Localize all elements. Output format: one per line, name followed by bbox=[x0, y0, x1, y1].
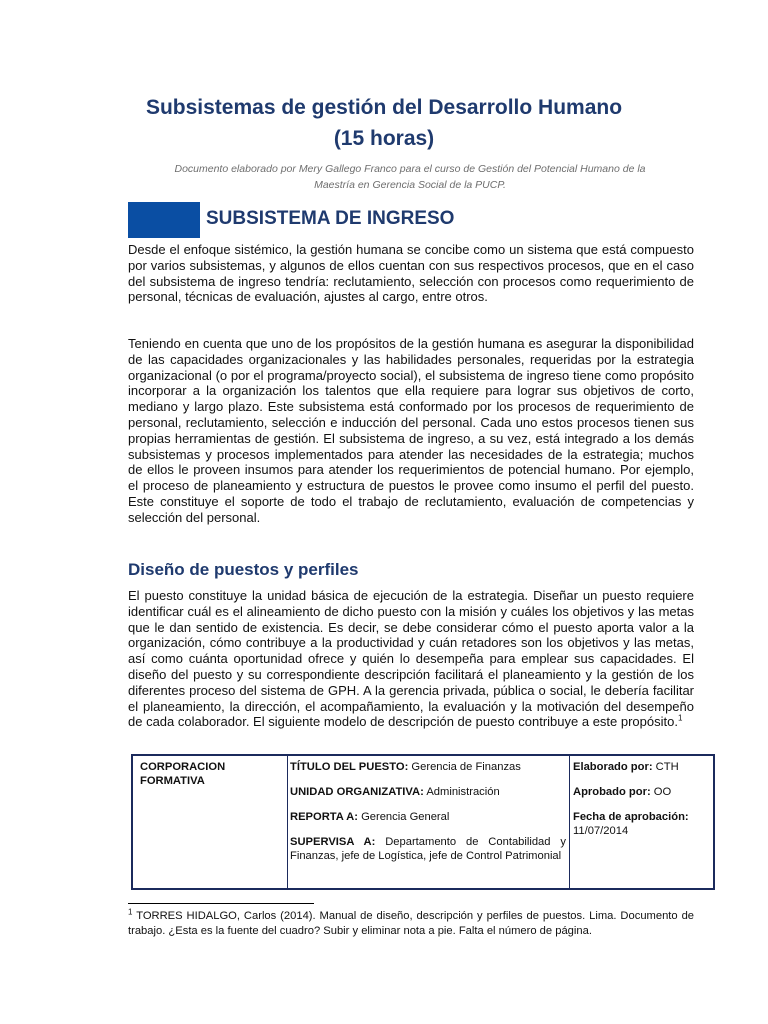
supervises-value: Departamento de Contabilidad y Finanzas, jefe de Logística, jefe de Control Patrimonial bbox=[290, 836, 566, 862]
reports-to-row bbox=[290, 810, 566, 824]
approved-by-label: Aprobado por: bbox=[573, 786, 651, 798]
org-unit-row bbox=[290, 785, 566, 799]
approval-date-label: Fecha de aprobación: bbox=[573, 811, 689, 823]
approved-by-row bbox=[573, 785, 712, 799]
paragraph-job-design-text: El puesto constituye la unidad básica de ejecución de la estrategia. Diseñar un puesto requiere identificar cuál es el alineamiento de dicho puesto con la misión y cuáles los objetivos y las metas que le dan sentido de existencia. Es decir, se debe considerar cómo el puesto aporta valor a la organización, cómo contribuye a la productividad y cuán retadores son los objetivos y las metas, así como cuánta oportunidad ofrece y quién lo desempeña para emplear sus capacidades. El diseño del puesto y su correspondiente descripción facilitará el planeamiento y la gestión de los diferentes proceso del sistema de GPH. A la gerencia privada, pública o social, le debería facilitar el planeamiento, la dirección, el acompañamiento, la evaluación y la motivación del desempeño de cada colaborador. El siguiente modelo de descripción de puesto contribuye a este propósito. bbox=[128, 588, 694, 730]
prepared-by-value: CTH bbox=[655, 761, 679, 773]
job-title-value: Gerencia de Finanzas bbox=[411, 761, 521, 773]
reports-to-label: REPORTA A: bbox=[290, 811, 358, 823]
job-title-row bbox=[290, 760, 566, 774]
supervises-label: SUPERVISA A: bbox=[290, 836, 376, 848]
paragraph-purpose: Teniendo en cuenta que uno de los propósitos de la gestión humana es asegurar la disponibilidad de las capacidades organizacionales y las habilidades personales, requeridas por la estrategia organizacional (o por el programa/proyecto social), el subsistema de ingreso tiene como propósito incorporar a la organización los talentos que ella requiere para lograr sus objetivos de corto, mediano y largo plazo. Este subsistema está conformado por los procesos de requerimiento de personal, reclutamiento, selección e inducción del personal. Cada uno estos procesos tienen sus propias herramientas de gestión. El subsistema de ingreso, a su vez, está integrado a los demás subsistemas y procesos implementados para atender las necesidades de la estrategia; muchos de ellos le proveen insumos para atender los requerimientos de potencial humano. Por ejemplo, el proceso de planeamiento y estructura de puestos le provee como insumo el perfil del puesto. Este constituye el soporte de todo el trabajo de reclutamiento, evaluación de competencias y selección del personal. bbox=[128, 336, 694, 525]
prepared-by-label: Elaborado por: bbox=[573, 761, 653, 773]
paragraph-job-design bbox=[128, 588, 694, 730]
job-description-table bbox=[131, 754, 715, 890]
section-title: SUBSISTEMA DE INGRESO bbox=[206, 208, 455, 229]
supervises-row bbox=[290, 835, 566, 863]
footnote-mark: 1 bbox=[128, 907, 133, 917]
table-column-approval bbox=[570, 756, 715, 888]
document-subtitle bbox=[140, 161, 680, 193]
subtitle-line-2: Maestría en Gerencia Social de la PUCP. bbox=[314, 179, 506, 191]
prepared-by-row bbox=[573, 760, 712, 774]
table-column-position bbox=[287, 756, 570, 888]
table-column-organization bbox=[137, 756, 288, 888]
page-title-line-2: (15 horas) bbox=[333, 127, 435, 150]
section-accent-bar bbox=[128, 202, 200, 238]
approval-date-row bbox=[573, 810, 712, 838]
approval-date-value: 11/07/2014 bbox=[573, 825, 629, 837]
reports-to-value: Gerencia General bbox=[361, 811, 450, 823]
subtitle-line-1: Documento elaborado por Mery Gallego Franco para el curso de Gestión del Potencial Humano de la bbox=[174, 163, 646, 175]
org-unit-label: UNIDAD ORGANIZATIVA: bbox=[290, 786, 424, 798]
organization-name: CORPORACION FORMATIVA bbox=[140, 761, 226, 787]
footnote-divider bbox=[128, 903, 314, 904]
footnote-text: TORRES HIDALGO, Carlos (2014). Manual de diseño, descripción y perfiles de puestos. Lima. Documento de trabajo. ¿Esta es la fuente del cuadro? Subir y eliminar nota a pie. Falta el número de página. bbox=[128, 910, 695, 937]
org-unit-value: Administración bbox=[426, 786, 500, 798]
page-title-line-1: Subsistemas de gestión del Desarrollo Humano bbox=[145, 96, 623, 119]
approved-by-value: OO bbox=[653, 786, 672, 798]
sub-heading: Diseño de puestos y perfiles bbox=[128, 560, 359, 579]
job-title-label: TÍTULO DEL PUESTO: bbox=[290, 761, 409, 773]
page-title bbox=[100, 92, 668, 154]
footnote-reference: 1 bbox=[677, 714, 683, 724]
footnote bbox=[128, 909, 694, 939]
paragraph-intro: Desde el enfoque sistémico, la gestión humana se concibe como un sistema que está compuesto por varios subsistemas, y algunos de ellos cuentan con sus respectivos procesos, que en el caso del subsistema de ingreso tendría: reclutamiento, selección con procesos como requerimiento de personal, técnicas de evaluación, ajustes al cargo, entre otros. bbox=[128, 242, 694, 305]
